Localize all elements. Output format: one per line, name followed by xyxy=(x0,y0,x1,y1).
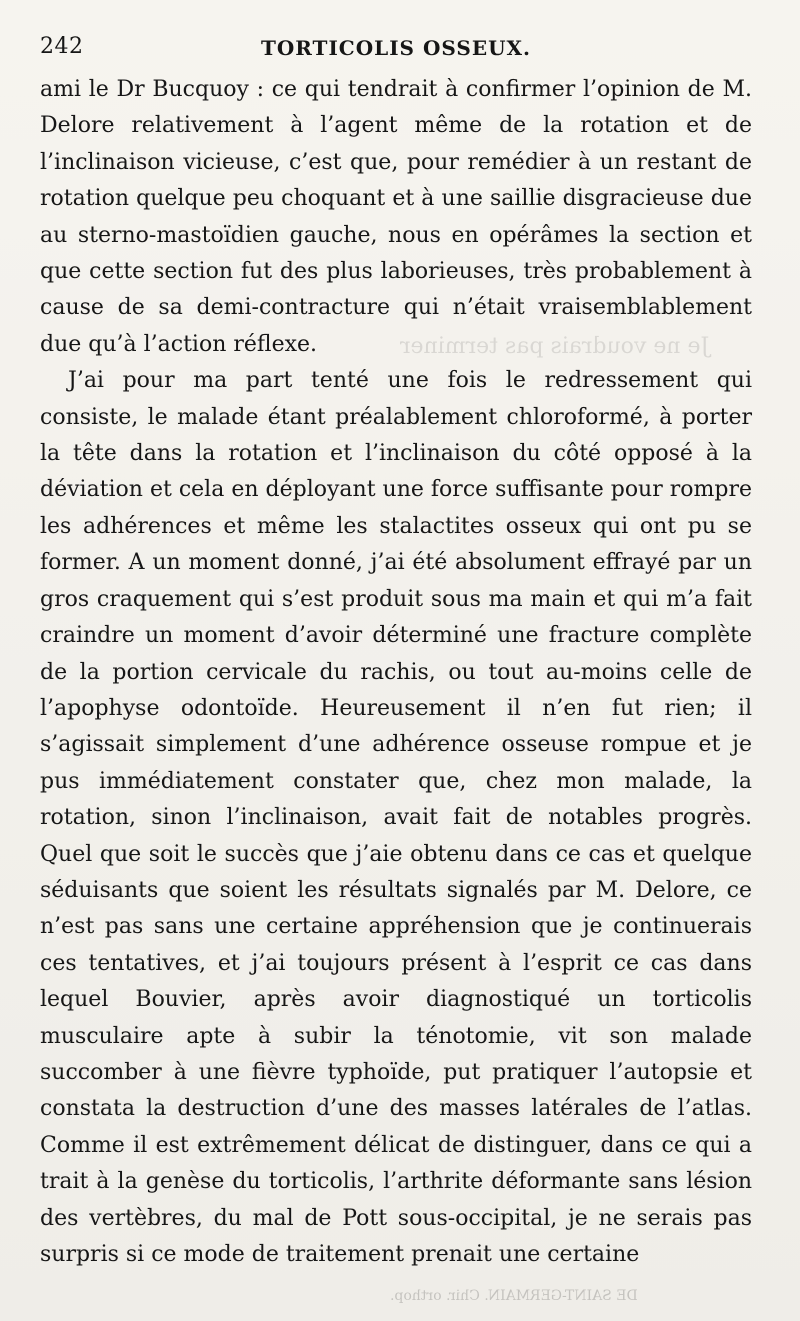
paragraph-1: ami le Dr Bucquoy : ce qui tendrait à confirmer l’opinion de M. Delore relativement à l’agent même de la rotation et de l’inclinaison vicieuse, c’est que, pour remédier à un restant de rotation quelque peu choquant et à une saillie disgracieuse due au sterno-mastoïdien gauche, nous en opérâmes la section et que cette section fut des plus laborieuses, très probablement à cause de sa demi-contracture qui n’était vraisemblablement due qu’à l’action réflexe. xyxy=(40,77,752,357)
paragraph-2: J’ai pour ma part tenté une fois le redressement qui consiste, le malade étant préalablement chloroformé, à porter la tête dans la rotation et l’inclinaison du côté opposé à la déviation et cela en déployant une force suffisante pour rompre les adhérences et même les stalactites osseux qui ont pu se former. A un moment donné, j’ai été absolument effrayé par un gros craquement qui s’est produit sous ma main et qui m’a fait craindre un moment d’avoir déterminé une fracture complète de la portion cervicale du rachis, ou tout au-moins celle de l’apophyse odontoïde. Heureusement il n’en fut rien; il s’agissait simplement d’une adhérence osseuse rompue et je pus immédiatement constater que, chez mon malade, la rotation, sinon l’inclinaison, avait fait de notables progrès. Quel que soit le succès que j’aie obtenu dans ce cas et quelque séduisants que soient les résultats signalés par M. Delore, ce n’est pas sans une certaine appréhension que je continuerais ces tentatives, et j’ai toujours présent à l’esprit ce cas dans lequel Bouvier, après avoir diagnostiqué un torticolis musculaire apte à subir la ténotomie, vit son malade succomber à une fièvre typhoïde, put pratiquer l’autopsie et constata la destruction d’une des masses latérales de l’atlas. Comme il est extrêmement délicat de distinguer, dans ce qui a trait à la genèse du torticolis, l’arthrite déformante sans lésion des vertèbres, du mal de Pott sous-occipital, je ne serais pas surpris si ce mode de traitement prenait une certaine xyxy=(40,368,752,1267)
body-text xyxy=(40,72,752,1273)
page-number: 242 xyxy=(40,34,84,59)
page-header xyxy=(40,34,752,66)
running-title: TORTICOLIS OSSEUX. xyxy=(260,36,531,60)
show-through-text: Je ne voudrais pas terminer xyxy=(400,334,710,359)
show-through-footer: DE SAINT-GERMAIN. Chir. orthop. xyxy=(390,1288,638,1304)
